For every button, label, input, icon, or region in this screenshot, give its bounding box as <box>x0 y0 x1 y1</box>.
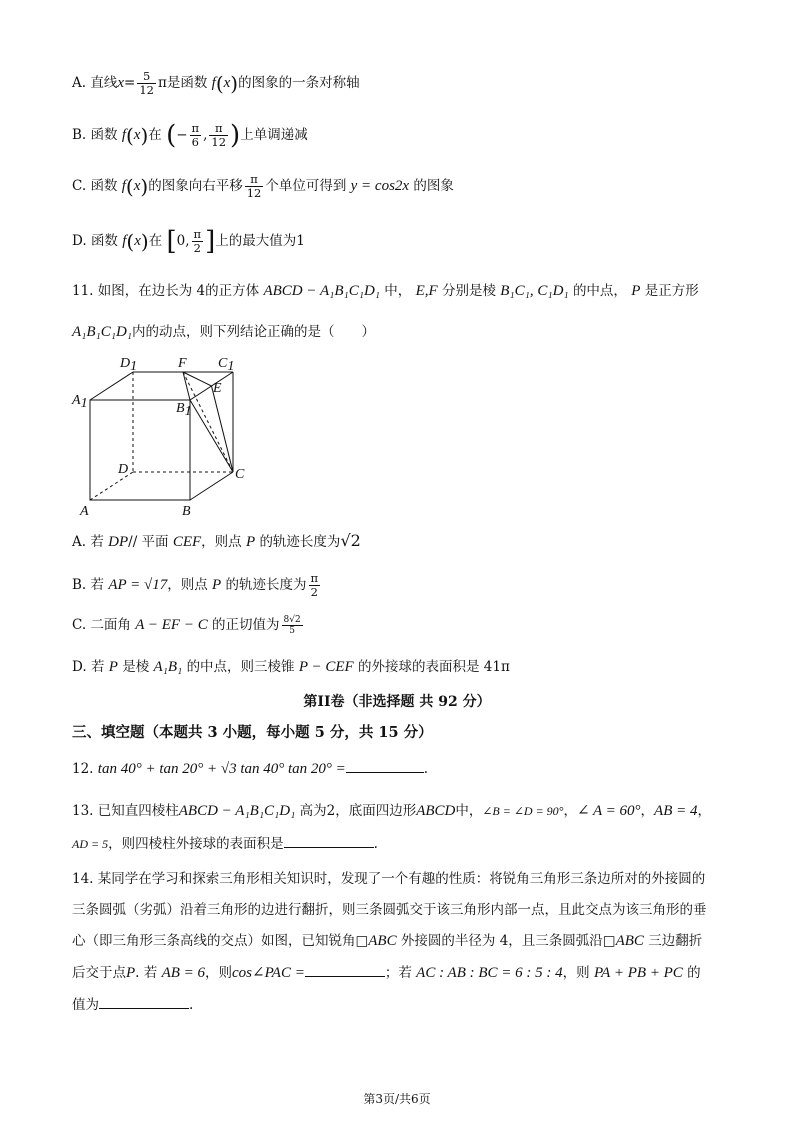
q14-line1: 14. 某同学在学习和探索三角形相关知识时，发现了一个有趣的性质：将锐角三角形三条边所对的外接圆的 <box>72 871 706 887</box>
q14-sum-answer-blank[interactable] <box>99 994 189 1009</box>
label-d1: D1 <box>120 356 138 374</box>
label-e: E <box>213 381 222 396</box>
label-b1: B1 <box>176 401 192 419</box>
edge-bc <box>190 472 233 500</box>
cube-figure <box>68 352 258 522</box>
label-c: C <box>235 467 245 482</box>
option-d: D. 函数 f(x)在 [0, $\frac{\pi}{2}$ ]上的最大值为1 <box>72 226 305 257</box>
segment-ec <box>212 386 234 472</box>
q13-line1: 13. 已知直四棱柱ABCD − A₁B₁C₁D₁ 高为2，底面四边形ABCD中，∠B = ∠D = 90°，∠ A = 60°，AB = 4， <box>72 803 711 819</box>
q11-stem-line1: 11. 如图，在边长为 4的正方体 ABCD − A₁B₁C₁D₁ 中， E,F 分别是棱 B₁C₁, C₁D₁ 的中点， P 是正方形 <box>72 283 699 299</box>
segment-b1c <box>190 400 233 472</box>
q11-option-a: A. 若 DP// 平面 CEF，则点 P 的轨迹长度为√2 <box>72 531 361 550</box>
front-face <box>90 400 190 500</box>
label-c1: C1 <box>218 356 235 374</box>
q13-answer-blank[interactable] <box>284 833 374 848</box>
section-ii-title: 第II卷（非选择题 共 92 分） <box>303 694 491 710</box>
q11-stem-line2: A₁B₁C₁D₁内的动点，则下列结论正确的是（ ） <box>72 324 376 340</box>
segment-f-b1 <box>183 372 190 400</box>
q14-cos-answer-blank[interactable] <box>305 962 385 977</box>
label-b: B <box>182 504 191 519</box>
option-a: A. 直线x= $\frac{5}{12}$ π是函数 f(x)的图象的一条对称轴 <box>72 69 360 97</box>
q11-option-b: B. 若 AP = √17，则点 P 的轨迹长度为 $\frac{\pi}{2}$ <box>72 571 319 599</box>
option-b: B. 函数 f(x)在 (− $\frac{\pi}{6}$ , $\frac{\pi}{12}$ )上单调递减 <box>72 120 308 151</box>
option-c: C. 函数 f(x)的图象向右平移 $\frac{\pi}{12}$ 个单位可得到 y = cos2x 的图象 <box>72 172 454 200</box>
q14-line5: 值为 . <box>72 994 754 1016</box>
page-footer: 第3页/共6页 <box>363 1092 431 1106</box>
segment-fe <box>183 372 212 386</box>
q12-answer-blank[interactable] <box>346 758 424 773</box>
label-a1: A1 <box>72 393 88 411</box>
label-d: D <box>118 462 129 477</box>
q14-line4: 后交于点P. 若 AB = 6，则cos∠PAC = ；若 AC : AB : BC = 6 : 5 : 4，则 PA + PB + PC 的 <box>72 962 754 984</box>
edge-a1d1 <box>90 372 133 400</box>
q11-option-c: C. 二面角 A − EF − C 的正切值为 $\frac{8√2}{5}$ <box>72 615 301 636</box>
q11-option-d: D. 若 P 是棱 A₁B₁ 的中点，则三棱锥 P − CEF 的外接球的表面积是 41π <box>72 659 510 675</box>
part-three-heading: 三、填空题（本题共 3 小题，每小题 5 分，共 15 分） <box>72 724 433 741</box>
label-a: A <box>80 504 89 519</box>
q14-line3: 心（即三角形三条高线的交点）如图，已知锐角□ABC 外接圆的半径为 4，且三条圆弧沿□ABC 三边翻折 <box>72 933 703 949</box>
q13-line2: AD = 5，则四棱柱外接球的表面积是 . <box>72 833 754 855</box>
q14-line2: 三条圆弧（劣弧）沿着三角形的边进行翻折，则三条圆弧交于该三角形内部一点，且此交点为该三角形的垂 <box>72 902 707 918</box>
q12: 12. tan 40° + tan 20° + √3 tan 40° tan 20° = . <box>72 758 754 780</box>
label-f: F <box>178 356 187 371</box>
